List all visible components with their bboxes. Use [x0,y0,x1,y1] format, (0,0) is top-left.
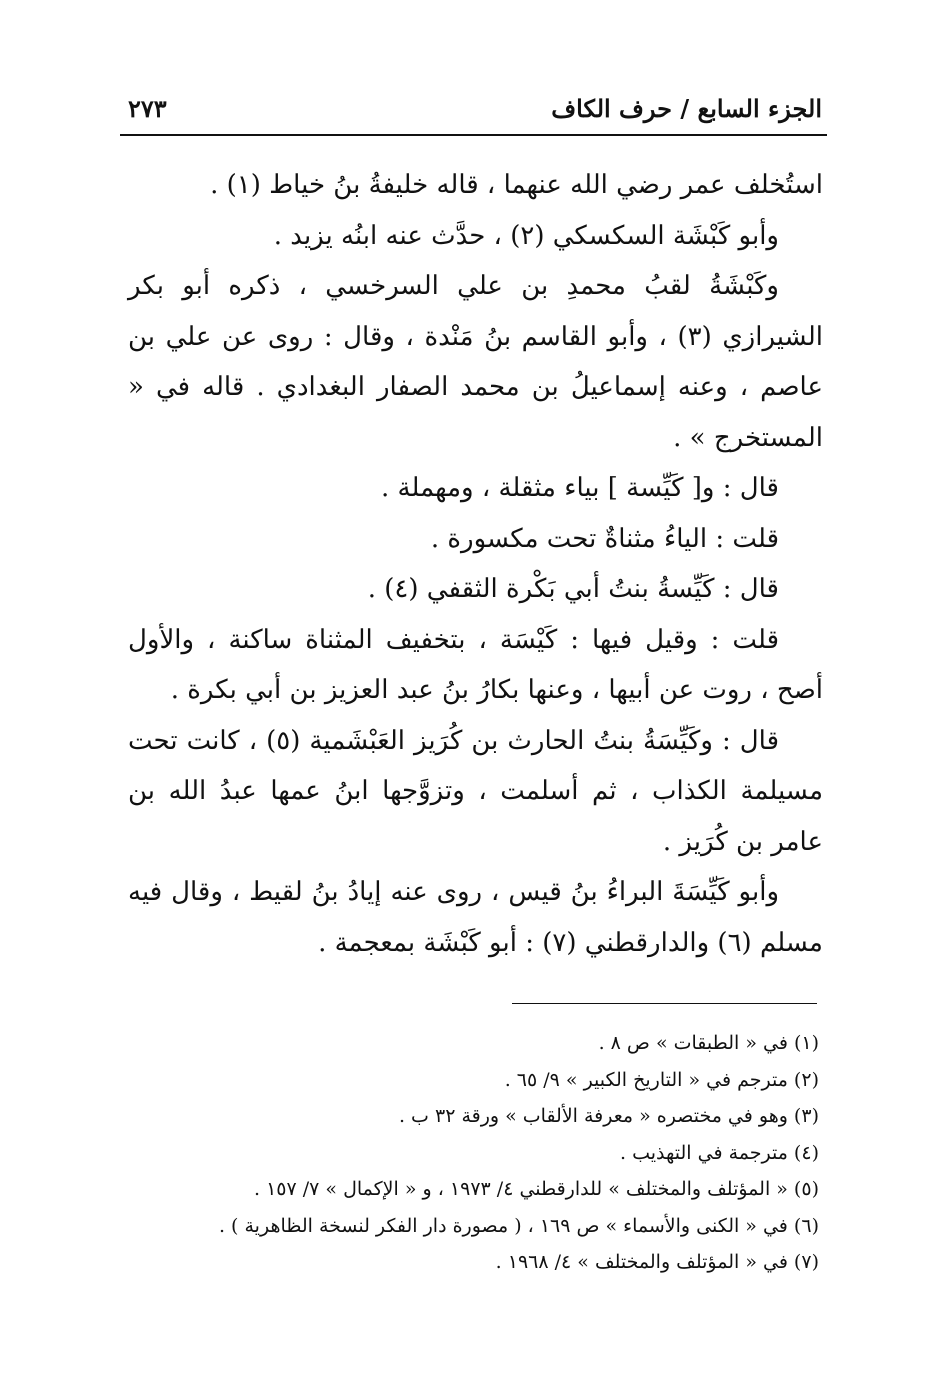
paragraph-6: قال : كَيِّسةُ بنتُ أبي بَكْرة الثقفي (٤) . [367,574,779,604]
footnote-3: (٣) وهو في مختصره « معرفة الألقاب » ورقة ٣٢ ب . [398,1105,819,1127]
footnote-4: (٤) مترجمة في التهذيب . [620,1141,819,1164]
paragraph-1: استُخلف عمر رضي الله عنهما ، قاله خليفةُ بنُ خياط (١) . [210,170,823,200]
footnote-1: (١) في « الطبقات » ص ٨ . [598,1032,819,1054]
running-title: الجزء السابع / حرف الكاف [551,93,822,123]
paragraph-2: وأبو كَبْشَة السكسكي (٢) ، حدَّث عنه ابنُه يزيد . [273,220,779,251]
paragraph-9: وأبو كَيِّسَةَ البراءُ بنُ قيس ، روى عنه إيادُ بنُ لقيط ، وقال فيه مسلم (٦) والدارقطني (٧) : أبو كَبْشَة بمعجمة . [128,877,823,958]
footnote-5: (٥) « المؤتلف والمختلف » للدارقطني ٤/ ١٩٧٣ ، و « الإكمال » ٧/ ١٥٧ . [253,1178,819,1200]
running-header [128,88,822,128]
main-text [128,160,823,968]
page-number: ٢٧٣ [128,93,167,123]
footnote-separator [512,1003,817,1004]
footnotes [128,1025,819,1281]
paragraph-3: وكَبْشَةُ لقبُ محمدِ بن علي السرخسي ، ذكره أبو بكر الشيرازي (٣) ، وأبو القاسم بنُ مَنْدة ، وقال : روى عن علي بن عاصم ، وعنه إسماعيلُ بن محمد الصفار البغدادي . قاله في « المستخرج » . [128,271,823,453]
footnote-2: (٢) مترجم في « التاريخ الكبير » ٩/ ٦٥ . [504,1068,819,1091]
paragraph-8: قال : وكَيِّسَةُ بنتُ الحارث بن كُرَيز العَبْشَمية (٥) ، كانت تحت مسيلمة الكذاب ، ثم أسلمت ، وتزوَّجها ابنُ عمها عبدُ الله بن عامر بن كُرَيز . [128,725,823,857]
paragraph-7: قلت : وقيل فيها : كَيْسَة ، بتخفيف المثناة ساكنة ، والأول أصح ، روت عن أبيها ، وعنها بكارُ بنُ عبد العزيز بن أبي بكرة . [128,624,823,705]
paragraph-5: قلت : الياءُ مثناةٌ تحت مكسورة . [430,523,779,554]
footnote-6: (٦) في « الكنى والأسماء » ص ١٦٩ ، ( مصورة دار الفكر لنسخة الظاهرية ) . [218,1214,819,1237]
header-rule [120,134,827,136]
footnote-7: (٧) في « المؤتلف والمختلف » ٤/ ١٩٦٨ . [495,1251,819,1273]
paragraph-4: قال : و[ كَيِّسة ] بياء مثقلة ، ومهملة . [381,473,779,503]
